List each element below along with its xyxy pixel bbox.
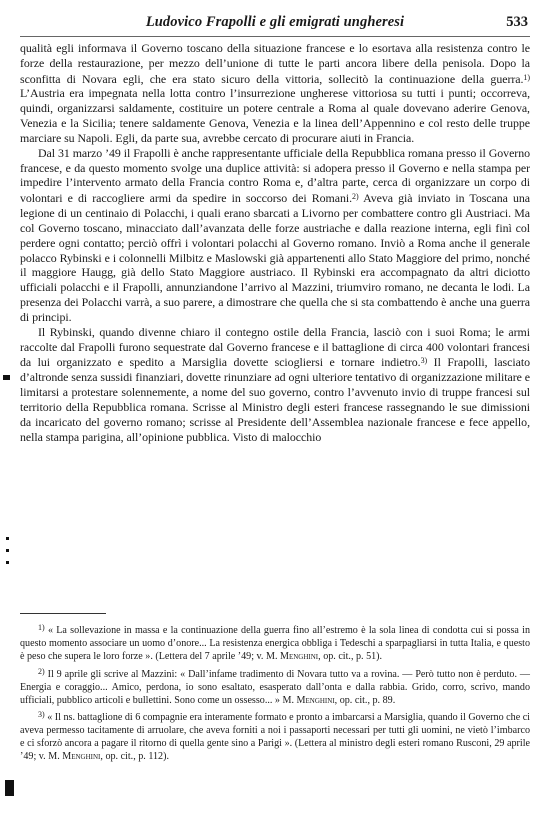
footnote-2-text: Il 9 aprile gli scrive al Mazzini: « Dall’infame tradimento di Novara tutto va a rovina. — Però tutto non è perduto. — Energia e coraggio... Amico, perdona, io sono esaltato, esasperato dall’onta e dalla rabbia. Grido, corro, scrivo, mando ufficiali, pubblico articoli e bullettini. Sono come un ossesso... » M. <box>20 668 530 706</box>
scan-mark <box>6 537 9 540</box>
footnote-ref-1: 1) <box>523 72 530 82</box>
footnote-1-text: « La sollevazione in massa e la continuazione della guerra fino all’estremo è la sola linea di condotta cui si possa in questo momento associare un uomo d’onore... La resistenza energica obbliga i Tedeschi a sparpagliarsi in tutta Italia, e questo è peso che supera le loro forze ». (Lettera del 7 aprile ’49; v. M. <box>20 625 530 662</box>
paragraph-2 <box>20 146 530 325</box>
footnote-2-citation: , op. cit., p. 89. <box>334 694 396 706</box>
footnote-3-number: 3) <box>38 710 45 720</box>
footnote-2 <box>20 666 530 708</box>
footnote-1 <box>20 622 530 664</box>
footnote-1-author: Menghini <box>280 650 319 662</box>
footnote-3 <box>20 709 530 764</box>
running-title: Ludovico Frapolli e gli emigrati ungheresi <box>145 14 405 30</box>
scan-mark <box>3 375 10 380</box>
paragraph-3-text: Il Rybinski, quando divenne chiaro il contegno ostile della Francia, lasciò con i suoi Roma; le armi raccolte dal Frapolli furono sequestrate dal Governo francese e il battaglione di circa 400 volontari francesi da lui organizzato e spedito a Marsiglia dovette sciogliersi e tornare indietro. <box>20 324 530 370</box>
footnote-ref-2: 2) <box>352 192 359 202</box>
footnote-2-author: Menghini <box>296 694 335 706</box>
scan-mark <box>6 561 9 564</box>
paragraph-3 <box>20 325 530 445</box>
footnote-3-text: « Il ns. battaglione di 6 compagnie era interamente formato e pronto a imbarcarsi a Marsiglia, quando il Governo che ci aveva permesso tacitamente di arruolare, che aveva forniti a noi i passaporti necessari per tutti gli uomini, ne vietò l’imbarco e ci sforzò ancora a pagare il ritorno di quella gente sino a Parigi ». (Lettera al ministro degli esteri romano Rusconi, 29 aprile ’49; v. M. <box>20 712 530 763</box>
footnote-1-number: 1) <box>38 623 45 632</box>
paragraph-3-continuation: Il Frapolli, lasciato d’altronde senza sussidi finanziari, dovette rinunziare ad ogni ulteriore tentativo di organizzazione militare e limitarsi a protestare solennemente, a nome del suo governo, contro l’avvenuto invio di truppe francesi sul territorio della Repubblica romana. Scrisse al Ministro degli esteri francese rassegnando le sue dimissioni da incaricato del governo romano; scrisse al Presidente dell’Assemblea nazionale francese e fece appello, nella stampa parigina, all’opinione pubblica. Visto di malocchio <box>20 355 530 444</box>
paragraph-1-text: qualità egli informava il Governo toscano della situazione francese e lo esortava alla resistenza contro le forze della restaurazione, per mezzo dell’unione di tutte le parti ancora libere della penisola. Dopo la sconfitta di Novara egli, che era stato sicuro della vittoria, sollecitò la continuazione della guerra. <box>20 41 530 86</box>
paragraph-1-continuation: L’Austria era impegnata nella lotta contro l’insurrezione ungherese vittoriosa su tutti i punti; occorreva, quindi, organizzarsi saldamente, costituire un potere centrale a Roma al quale dovevano aderire Genova, Venezia e la Sicilia; tenere saldamente Genova, Venezia e la linea dell’Appennino e col resto delle truppe marciare su Napoli. Egli, da parte sua, avrebbe cercato di procurare aiuti in Francia. <box>20 86 530 145</box>
footnote-3-citation: , op. cit., p. 112). <box>100 751 169 763</box>
footnote-ref-3: 3) <box>420 356 428 366</box>
page-header <box>20 14 530 37</box>
footnotes <box>20 622 530 766</box>
footnote-divider <box>20 613 106 614</box>
page-number: 533 <box>506 14 528 30</box>
paragraph-2-text: Dal 31 marzo ’49 il Frapolli è anche rappresentante ufficiale della Repubblica romana presso il Governo francese, e da questo momento svolge una duplice attività: si adopera presso il Governo e nella stampa per impedire l’intervento armato della Francia contro Roma e, d’altra parte, cerca di organizzare un corpo di volontari e di raccogliere armi da spedire in soccorso dei Romani. <box>20 145 530 206</box>
footnote-2-number: 2) <box>38 666 45 676</box>
paragraph-2-continuation: Aveva già inviato in Toscana una legione di un centinaio di Polacchi, i quali erano sbarcati a Livorno per combattere contro gli Austriaci. Ma col Governo toscano, minacciato dall’avanzata delle forze austriache e dalla reazione interna, egli finì col perdere ogni contatto; perciò offrì i volontari polacchi al Governo romano. Inviò a Roma anche il generale polacco Rybinski e i colonnelli Milbitz e Maslowski già appartenenti allo Stato Maggiore del primo, nonché il maggiore Haugg, già dello Stato Maggiore austriaco. Il Rybinski era accompagnato da altri diciotto ufficiali polacchi e il Frapolli, annunziandone l’arrivo al Mazzini, triumviro romano, ne decanta le lodi. La presenza dei Polacchi varrà, a suo parere, a dimostrare che quella che si sta combattendo è anche una guerra di principi. <box>20 191 531 324</box>
footnote-1-citation: , op. cit., p. 51). <box>318 650 383 662</box>
scan-mark <box>6 549 9 552</box>
footnote-3-author: Menghini <box>62 751 101 763</box>
main-text <box>20 41 530 444</box>
paragraph-1 <box>20 41 530 146</box>
scan-mark <box>5 780 14 796</box>
